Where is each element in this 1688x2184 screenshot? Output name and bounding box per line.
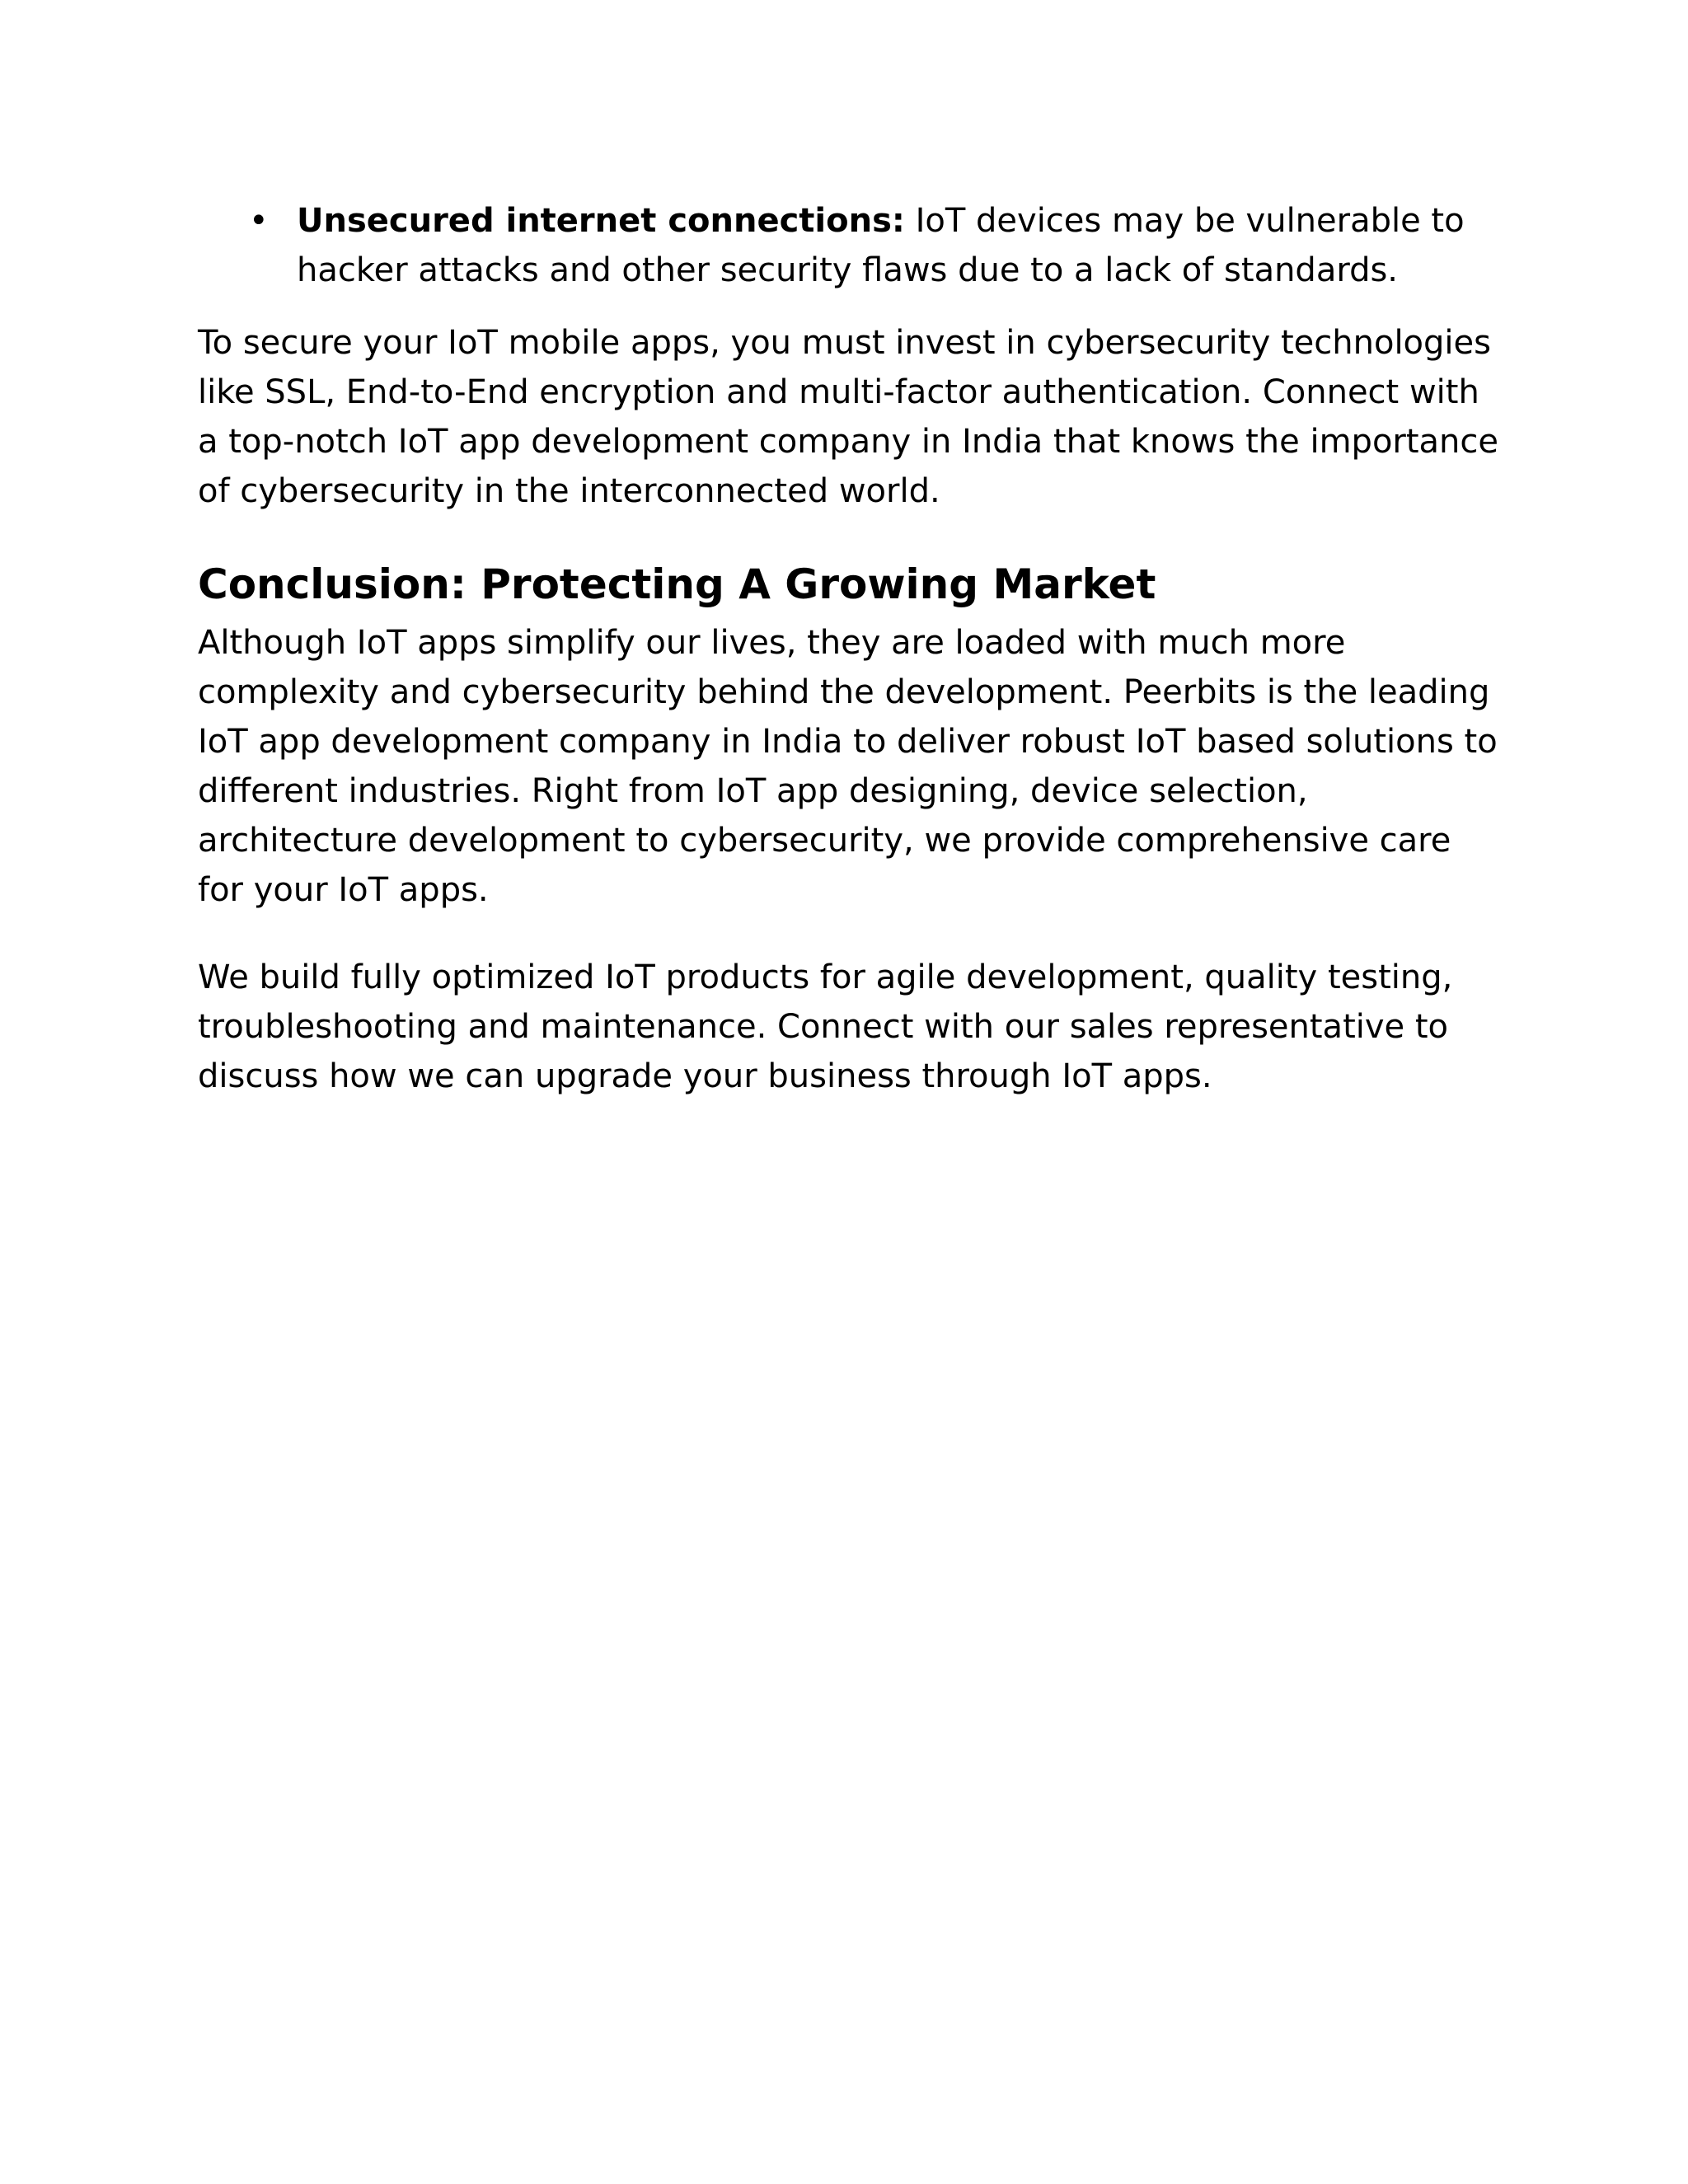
paragraph-security-advice: To secure your IoT mobile apps, you must invest in cybersecurity technologies like SSL, End-to-End encryption and multi-factor authentication. Connect with a top-notch IoT app development company in India that knows the importance of cybersecurity in the interconnected world. (198, 324, 1499, 510)
section-heading-conclusion: Conclusion: Protecting A Growing Market (198, 560, 1156, 608)
paragraph-conclusion-2: We build fully optimized IoT products for agile development, quality testing, troubleshooting and maintenance. Connect with our sales representative to discuss how we can upgrade your business through IoT apps. (198, 958, 1453, 1095)
bullet-list (198, 196, 1500, 295)
bullet-term: Unsecured internet connections: (297, 202, 905, 240)
bullet-text: IoT devices may be vulnerable to hacker attacks and other security flaws due to a lack of standards. (297, 202, 1465, 289)
bullet-icon: • (249, 202, 269, 240)
list-item (198, 196, 1500, 295)
paragraph-conclusion-1: Although IoT apps simplify our lives, they are loaded with much more complexity and cybersecurity behind the development. Peerbits is the leading IoT app development company in India to deliver robust IoT based solutions to different industries. Right from IoT app designing, device selection, architecture development to cybersecurity, we provide comprehensive care for your IoT apps. (198, 624, 1498, 909)
